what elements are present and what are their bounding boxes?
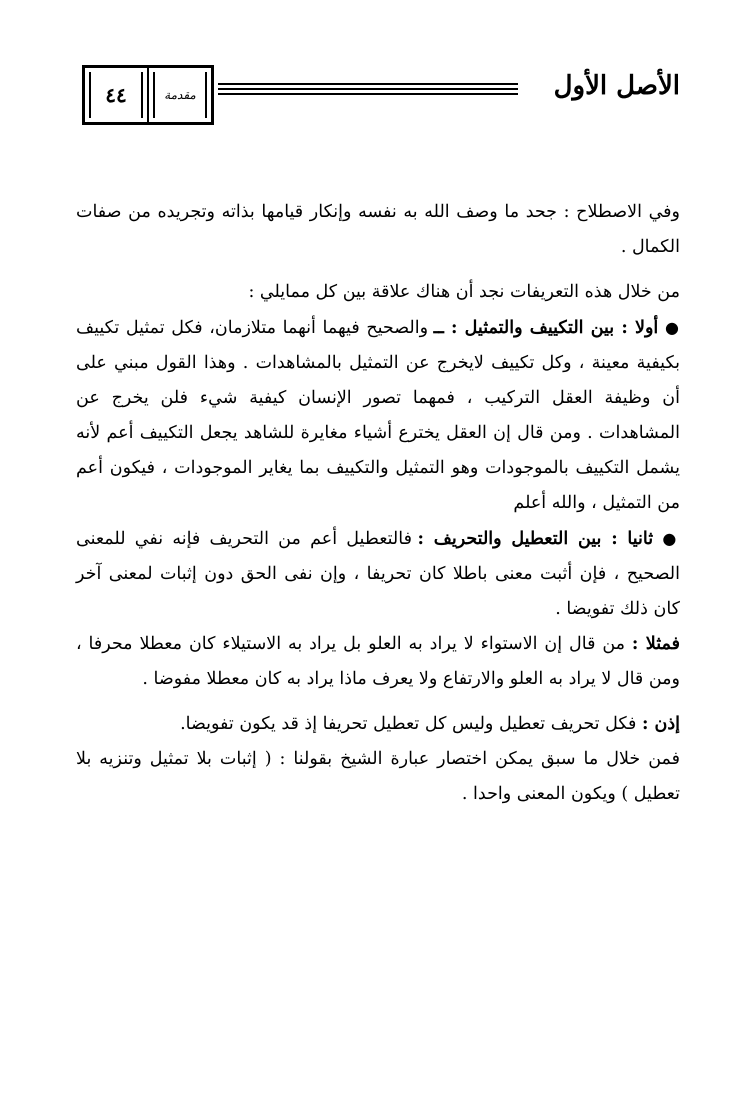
paragraph-text: فكل تحريف تعطيل وليس كل تعطيل تحريفا إذ قد يكون تفويضا.: [180, 714, 642, 734]
chapter-title: الأصل الأول: [553, 71, 680, 101]
paragraph-lead: فمثلا :: [631, 634, 680, 654]
paragraph-lead: ثانيا : بين التعطيل والتحريف :: [417, 529, 654, 549]
paragraph: [76, 521, 680, 627]
book-left-page: [85, 68, 149, 122]
paragraph-text: من خلال هذه التعريفات نجد أن هناك علاقة بين كل ممايلي :: [248, 282, 680, 302]
paragraph: [76, 195, 680, 265]
paragraph: [76, 310, 680, 521]
paragraph-text: فمن خلال ما سبق يمكن اختصار عبارة الشيخ بقولنا : ( إثبات بلا تمثيل وتنزيه بلا تعطيل ) ويكون المعنى واحدا .: [76, 749, 680, 804]
body-text: [76, 195, 680, 812]
paragraph: [76, 627, 680, 697]
header-rule-line: [218, 88, 518, 90]
paragraph-text: والصحيح فيهما أنهما متلازمان، فكل تمثيل تكييف بكيفية معينة ، وكل تكييف لايخرج عن التمثيل بالمشاهدات . وهذا القول مبني على أن وظيفة العقل التركيب ، فمهما تصور الإنسان كيفية شيء فلن يخرج عن المشاهدات . ومن قال إن العقل يخترع أشياء مغايرة للشاهد يجعل التكييف أعم لأنه يشمل التكييف بالموجودات وهو التمثيل والتكييف بما يغاير الموجودات ، فيكون أعم من التمثيل ، والله أعلم: [76, 318, 681, 513]
page-number: ٤٤: [105, 83, 127, 107]
header-rules: [218, 83, 518, 98]
book-label: مقدمة: [164, 88, 196, 102]
page-header: [0, 55, 756, 135]
paragraph-text: وفي الاصطلاح : جحد ما وصف الله به نفسه وإنكار قيامها بذاته وتجريده من صفات الكمال .: [76, 202, 680, 257]
bullet-icon: ●: [662, 529, 680, 548]
paragraph: [76, 742, 680, 812]
paragraph: [76, 707, 680, 742]
book-right-page: [149, 68, 211, 122]
page-number-book-frame: [82, 65, 214, 125]
paragraph-lead: أولا : بين التكييف والتمثيل : ــ: [433, 318, 659, 338]
paragraph-lead: إذن :: [641, 714, 680, 734]
paragraph: [76, 275, 680, 310]
bullet-icon: ●: [664, 318, 680, 337]
paragraph-text: من قال إن الاستواء لا يراد به العلو بل يراد به الاستيلاء كان معطلا محرفا ، ومن قال لا يراد به العلو والارتفاع ولا يعرف ماذا يراد به كان معطلا مفوضا .: [76, 634, 680, 689]
header-rule-line: [218, 83, 518, 85]
paragraph-text: فالتعطيل أعم من التحريف فإنه نفي للمعنى الصحيح ، فإن أثبت معنى باطلا كان تحريفا ، وإن نفى الحق دون إثبات لمعنى آخر كان ذلك تفويضا .: [76, 529, 680, 619]
header-rule-line: [218, 93, 518, 95]
